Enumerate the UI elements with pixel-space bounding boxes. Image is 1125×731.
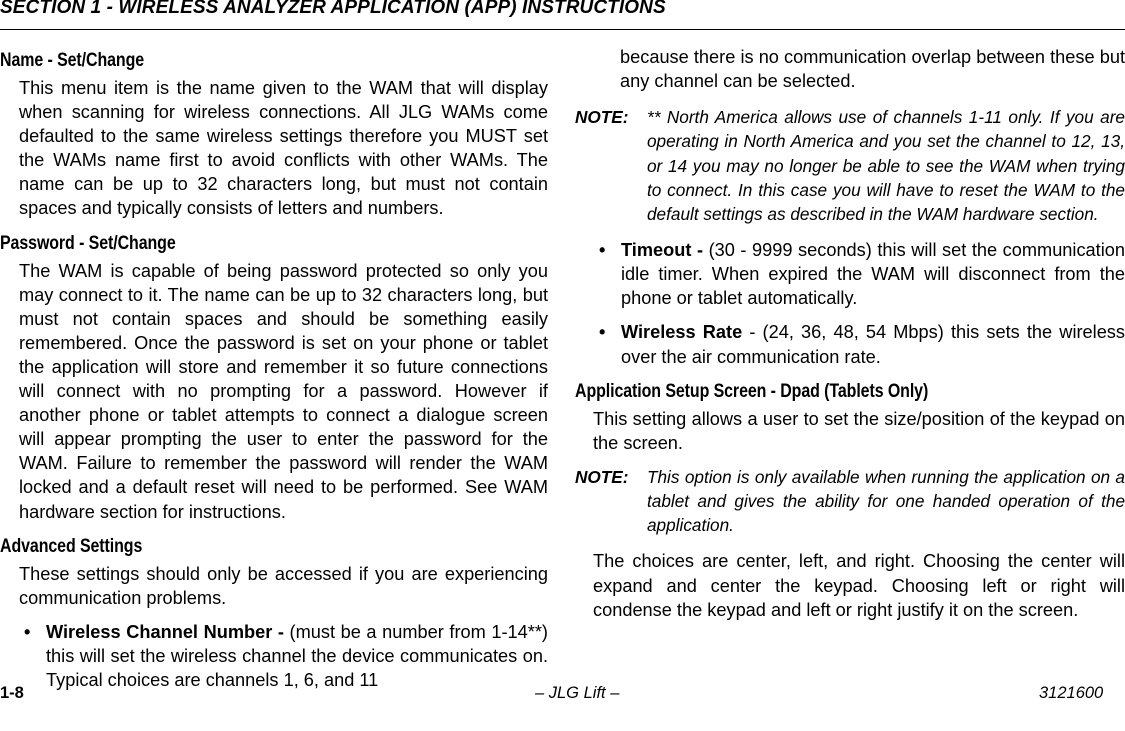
choices-paragraph: The choices are center, left, and right. Choosing the center will expand and center the keypad. Choosing left or right will condense the keypad and left or right justify it on the screen. <box>593 551 1125 620</box>
note-channels-text: ** North America allows use of channels 1-11 only. If you are operating in North America and you set the channel to 12, 13, or 14 you may no longer be able to see the WAM when trying to connect. In this case you will have to reset the WAM to the default settings as described in the WAM hardware section. <box>647 107 1125 224</box>
timeout-bullet <box>575 238 1125 310</box>
section-header: SECTION 1 - WIRELESS ANALYZER APPLICATION (APP) INSTRUCTIONS <box>0 0 666 18</box>
channel-label: Wireless Channel Number - <box>46 621 284 642</box>
channel-text: (must be a number from 1-14**) this will set the wireless channel the device communicates on. Typical choices are channels 1, 6, and 11 <box>46 621 548 690</box>
rate-label: Wireless Rate <box>621 322 743 343</box>
password-paragraph: The WAM is capable of being password protected so only you may connect to it. The name can be up to 32 characters long, but must not contain spaces and should be something easily remembered. Once the password is set on your phone or tablet the application will store and remember it so future connections will connect with no prompting for a password. However if another phone or tablet attempts to connect a dialogue screen will appear prompting the user to enter the password for the WAM. Failure to remember the password will render the WAM locked and a default reset will need to be performed. See WAM hardware section for instructions. <box>19 260 548 522</box>
header-rule <box>0 29 1125 30</box>
note-label: NOTE: <box>575 466 629 487</box>
right-column <box>575 45 1125 622</box>
advanced-paragraph: These settings should only be accessed if you are experiencing communication problems. <box>19 563 548 608</box>
page-number: 1-8 <box>0 684 24 702</box>
dpad-heading: Application Setup Screen - Dpad (Tablets Only) <box>575 380 929 402</box>
rate-text: - (24, 36, 48, 54 Mbps) this sets the wireless over the air communication rate. <box>621 322 1125 367</box>
name-paragraph: This menu item is the name given to the WAM that will display when scanning for wireless connections. All JLG WAMs come defaulted to the same wireless settings therefore you MUST set the WAMs name first to avoid conflicts with other WAMs. The name can be up to 32 characters long, but must not contain spaces and typically consists of letters and numbers. <box>19 78 548 219</box>
note-tablet-text: This option is only available when running the application on a tablet and gives the ability for one handed operation of the application. <box>647 466 1125 536</box>
document-number: 3121600 <box>1039 684 1104 702</box>
bullet-dot: • <box>599 322 606 343</box>
bullet-dot: • <box>24 621 31 642</box>
rate-bullet <box>575 320 1125 368</box>
note-channels <box>575 105 1125 226</box>
name-heading: Name - Set/Change <box>0 50 145 71</box>
channel-continued: because there is no communication overlap between these but any channel can be selected. <box>620 47 1125 92</box>
timeout-text: (30 - 9999 seconds) this will set the communication idle timer. When expired the WAM will disconnect from the phone or tablet automatically. <box>621 240 1125 309</box>
password-heading: Password - Set/Change <box>0 232 176 254</box>
publisher-footer: – JLG Lift – <box>535 684 620 702</box>
note-label: NOTE: <box>575 107 629 128</box>
timeout-label: Timeout - <box>621 240 704 261</box>
advanced-heading: Advanced Settings <box>0 535 143 557</box>
note-tablet <box>575 465 1125 538</box>
channel-bullet <box>0 620 548 692</box>
bullet-dot: • <box>599 240 606 261</box>
left-column <box>0 48 548 692</box>
dpad-paragraph: This setting allows a user to set the size/position of the keypad on the screen. <box>593 408 1125 453</box>
